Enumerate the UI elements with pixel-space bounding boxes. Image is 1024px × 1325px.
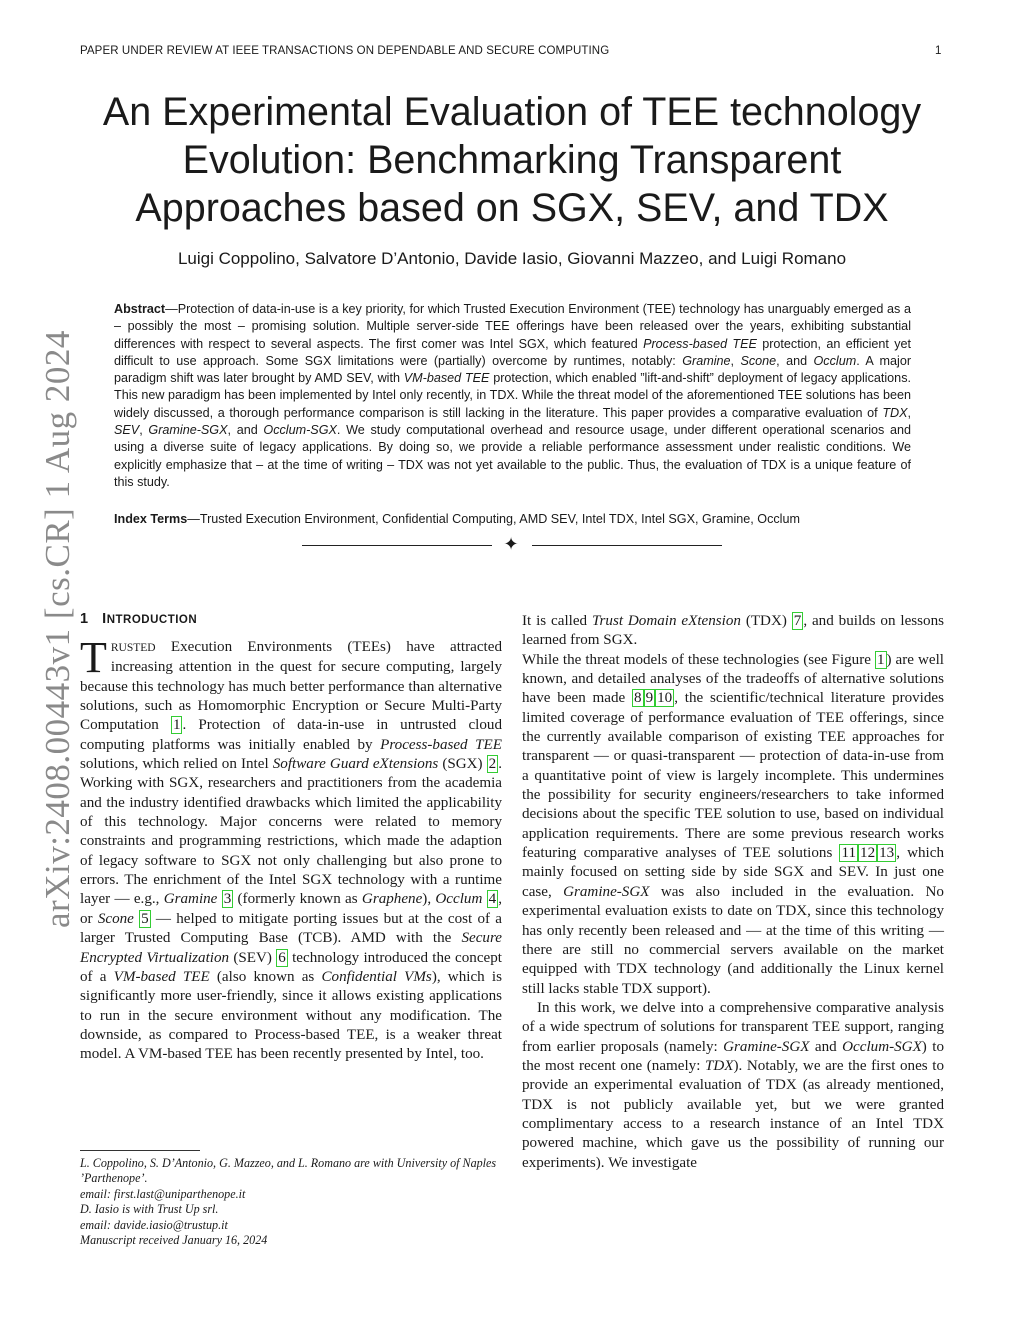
- citation-link[interactable]: 4: [488, 891, 497, 908]
- citation-link[interactable]: 9: [645, 690, 654, 707]
- body-text: technology introduced the concept of a: [80, 949, 502, 985]
- body-text: (SEV): [229, 949, 277, 966]
- emphasis: Confidential VMs: [321, 968, 432, 985]
- body-text: . Working with SGX, researchers and practitioners from the academia and the industry identified drawbacks which limited the applicability of this technology. Major concerns were related to memory constraints and programming restrictions, which made the adaption of legacy software to SGX not only challenging but also prone to errors. The enrichment of the Intel SGX technology with a runtime layer — e.g.,: [80, 756, 502, 908]
- abstract-emph: Process-based TEE: [643, 336, 757, 351]
- emphasis: Secure Encrypted Virtualization: [80, 930, 502, 966]
- citation-link[interactable]: 13: [879, 845, 895, 862]
- footnote: [80, 1156, 510, 1248]
- abstract-emph: Occlum: [813, 353, 857, 368]
- body-text: Execution Environments (TEEs) have attracted increasing attention in the quest for secure computing, largely because this technology has much better performance than alternative solutions, such as Homomorphic Encryption or Secure Multi-Party Computation: [80, 639, 502, 734]
- body-text: ), which is significantly more user-friendly, since it allows existing applications to run in the secure environment without any modification. The downside, as compared to Process-based TEE, is a weaker threat model. A VM-based TEE has been recently presented by Intel, too.: [80, 968, 502, 1063]
- divider-star-icon: ✦: [503, 534, 519, 554]
- footnote-email: email: first.last@uniparthenope.it: [80, 1186, 246, 1201]
- citation-link[interactable]: 10: [657, 690, 673, 707]
- emphasis: Graphene: [361, 891, 423, 908]
- emphasis: Gramine-SGX: [563, 883, 650, 900]
- abstract-emph: SEV: [114, 423, 140, 438]
- body-text: (TDX): [740, 613, 792, 629]
- left-column: [80, 633, 502, 1065]
- section-number: 1: [80, 611, 89, 627]
- abstract-emph: VM-based TEE: [403, 371, 490, 386]
- footnote-email: email: davide.iasio@trustup.it: [80, 1217, 228, 1232]
- section-title-rest: NTRODUCTION: [106, 614, 198, 626]
- title-line-3: Approaches based on SGX, SEV, and TDX: [135, 186, 889, 230]
- abstract-emph: Occlum-SGX: [263, 423, 337, 438]
- index-terms-label: Index Terms: [114, 512, 188, 526]
- paragraph: [522, 999, 944, 1173]
- abstract-text: ,: [730, 353, 741, 368]
- footnote-affiliation: L. Coppolino, S. D’Antonio, G. Mazzeo, and L. Romano are with University of Naples ’Parthenope’.: [80, 1156, 497, 1186]
- paragraph: [522, 612, 944, 651]
- divider-rule-left: [302, 545, 492, 546]
- abstract: [114, 301, 911, 491]
- citation-link[interactable]: 3: [223, 891, 232, 908]
- body-text: ) to the most recent one (namely:: [522, 1038, 944, 1074]
- paragraph: [522, 651, 944, 999]
- abstract-emph: Gramine: [682, 353, 731, 368]
- body-text: , which mainly focused on setting side by side SGX and SEV. In just one case,: [522, 845, 944, 900]
- citation-link[interactable]: 8: [634, 690, 642, 707]
- author-list: Luigi Coppolino, Salvatore D’Antonio, Davide Iasio, Giovanni Mazzeo, and Luigi Romano: [177, 249, 847, 268]
- body-text: [482, 891, 486, 907]
- emphasis: TDX: [705, 1057, 734, 1074]
- body-text: It is called: [522, 613, 592, 629]
- emphasis: Trust Domain eXtension: [591, 613, 741, 629]
- emphasis: Gramine: [163, 891, 218, 908]
- abstract-text: . A major paradigm shift was later brought by AMD SEV, with: [114, 353, 912, 386]
- index-terms-text: —Trusted Execution Environment, Confidential Computing, AMD SEV, Intel TDX, Intel SGX, Gramine, Occlum: [187, 512, 800, 526]
- drop-cap-rest: RUSTED: [110, 642, 156, 654]
- citation-link[interactable]: 1: [172, 717, 181, 734]
- body-text: , and builds on lessons learned from SGX.: [522, 613, 945, 649]
- body-text: ) are well known, and detailed analyses of the tradeoffs of alternative solutions have been made: [522, 651, 944, 707]
- footnote-rule: [80, 1150, 200, 1151]
- body-text: (also known as: [209, 968, 322, 985]
- citation-link[interactable]: 12: [860, 845, 876, 862]
- citation-link[interactable]: 6: [278, 949, 286, 966]
- abstract-text: —Protection of data-in-use is a key priority, for which Trusted Execution Environment (TEE) technology has unarguably emerged as a – possibly the most – promising solution. Multiple server-side TEE offerings have been released over the years, exhibiting substantial differences with respect to several aspects. The first comer was Intel SGX, which featured: [114, 302, 911, 351]
- section-initial: I: [102, 611, 107, 627]
- footnote-affiliation: D. Iasio is with Trust Up srl.: [80, 1202, 219, 1217]
- index-terms: [114, 511, 911, 528]
- footnote-received: Manuscript received January 16, 2024: [80, 1233, 268, 1248]
- citation-link[interactable]: 2: [488, 756, 497, 773]
- emphasis: Scone: [97, 910, 134, 927]
- emphasis: Gramine-SGX: [723, 1038, 810, 1055]
- body-text: . Protection of data-in-use in untrusted cloud computing platforms was initially enabled by: [80, 717, 502, 753]
- body-text: In this work, we delve into a comprehensive comparative analysis of a wide spectrum of solutions for transparent TEE support, ranging from earlier proposals (namely:: [522, 999, 944, 1055]
- drop-cap: T: [80, 633, 107, 682]
- abstract-text: , and: [227, 423, 264, 438]
- page-number: 1: [935, 45, 942, 57]
- body-text: While the threat models of these technologies (see Figure: [522, 651, 875, 668]
- body-text: ). Notably, we are the first ones to provide an experimental evaluation of TDX (as already mentioned, TDX is not publicly available yet, but we were granted complimentary access to a research instance of an Intel TDX powered machine, which gave us the possibility of running our experiments). We investigate: [522, 1057, 945, 1171]
- emphasis: VM-based TEE: [113, 968, 210, 985]
- abstract-emph: Gramine-SGX: [148, 423, 228, 438]
- running-head: PAPER UNDER REVIEW AT IEEE TRANSACTIONS ON DEPENDABLE AND SECURE COMPUTING: [80, 45, 610, 57]
- paragraph: [80, 633, 502, 1065]
- body-text: , the scientific/technical literature provides limited coverage of performance evaluation of TEE offerings, since the currently available comparison of existing TEE approaches for transparent — or quasi-transparent — protection of data-in-use from a quantitative point of view is largely incomplete. This undermines the possibility for security engineers/researchers to take informed decisions about the specific TEE solution to use, based on individual application requirements. There are some previous research works featuring comparative analyses of TEE solutions: [522, 690, 944, 862]
- body-text: solutions, which relied on Intel: [80, 756, 273, 773]
- emphasis: Software Guard eXtensions: [272, 756, 439, 773]
- body-text: and: [809, 1038, 843, 1055]
- abstract-emph: Scone: [740, 353, 777, 368]
- body-text: (formerly known as: [233, 891, 362, 908]
- emphasis: Occlum-SGX: [842, 1038, 922, 1055]
- abstract-text: ,: [907, 405, 911, 420]
- divider-rule-right: [532, 545, 722, 546]
- emphasis: Process-based TEE: [380, 736, 502, 753]
- abstract-text: ,: [139, 423, 149, 438]
- paper-title: [60, 88, 964, 232]
- figure-link[interactable]: 1: [876, 651, 885, 668]
- title-line-2: Evolution: Benchmarking Transparent: [182, 138, 842, 182]
- citation-link[interactable]: 5: [141, 910, 149, 927]
- body-text: — helped to mitigate porting issues but at the cost of a larger Trusted Computing Base (TCB). AMD with the: [80, 910, 502, 947]
- abstract-label: Abstract: [114, 302, 166, 316]
- body-text: ),: [422, 891, 436, 908]
- abstract-emph: TDX: [882, 405, 908, 420]
- abstract-text: . We study computational overhead and resource usage, under different operational scenarios and using a diverse suite of legacy applications. By doing so, we provide a reliable performance assessment under realistic conditions. We explicitly emphasize that – at the time of writing – TDX was not yet available to the public. Thus, the evaluation of TDX is a unique feature of this study.: [114, 423, 912, 489]
- body-text: (SGX): [438, 756, 487, 773]
- right-column: [522, 612, 944, 1173]
- abstract-text: protection, an efficient yet difficult to use approach. Some SGX limitations were (partially) overcome by runtimes, notably:: [114, 336, 911, 368]
- abstract-text: , and: [776, 353, 814, 368]
- abstract-text: protection, which enabled ”lift-and-shift” deployment of legacy applications. This new paradigm has been implemented by Intel only recently, in TDX. While the threat model of the aforementioned TEE solutions has been widely discussed, a thorough performance comparison is still lacking in the literature. This paper provides a comparative evaluation of: [114, 371, 911, 420]
- body-text: was also included in the evaluation. No experimental evaluation exists to date on TDX, since this technology has only recently been released and — at the time of this writing — there are still no commercial servers available on the market equipped with TDX technology (and additionally the Linux kernel still lacks stable TDX support).: [522, 883, 944, 997]
- citation-link[interactable]: 11: [841, 845, 857, 862]
- title-line-1: An Experimental Evaluation of TEE technology: [102, 90, 922, 134]
- body-text: , or: [80, 891, 502, 927]
- arxiv-side-identifier: arXiv:2408.00443v1 [cs.CR] 1 Aug 2024: [38, 330, 77, 928]
- emphasis: Occlum: [435, 891, 483, 908]
- section-heading: [80, 611, 197, 627]
- citation-link[interactable]: 7: [793, 613, 802, 629]
